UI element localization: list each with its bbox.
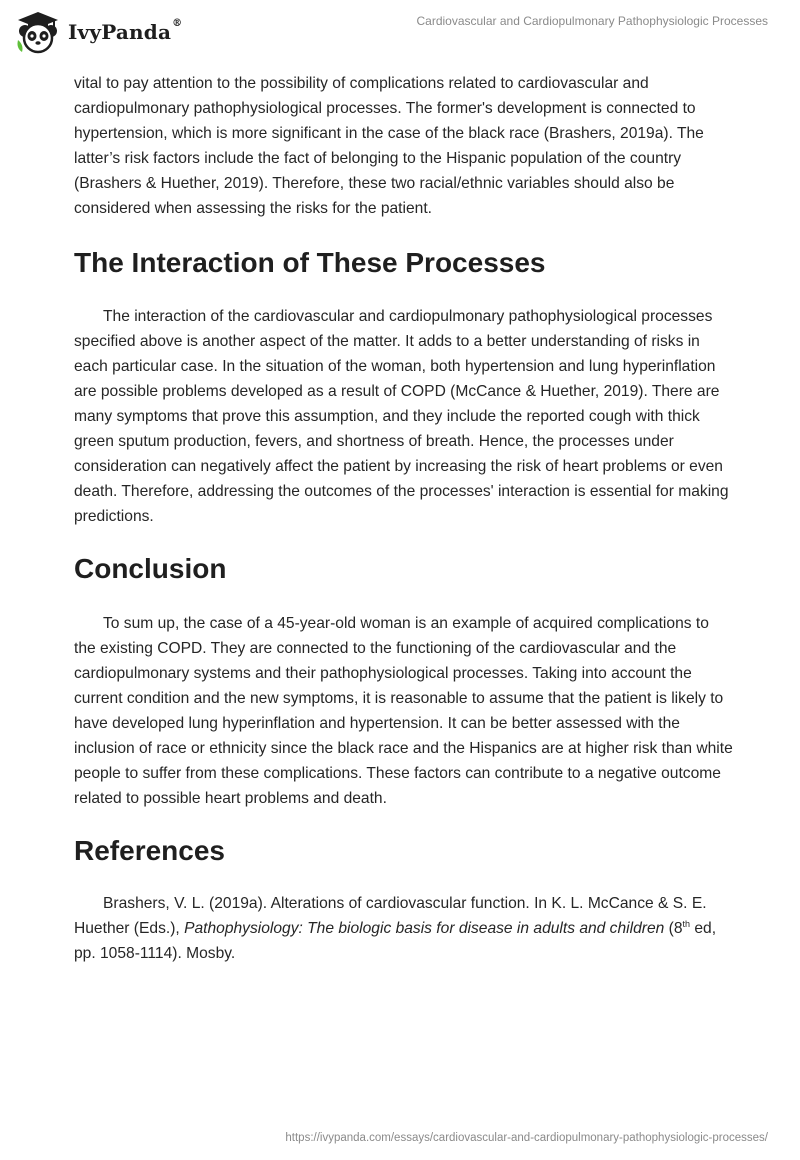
reference-entry: Brashers, V. L. (2019a). Alterations of cardiovascular function. In K. L. McCance & S. E. Huether (Eds.), Pathophysiology: The biologic basis for disease in adults and children (8th ed, pp. 1058-1114). Mosby. bbox=[74, 895, 717, 962]
essay-body bbox=[74, 71, 734, 966]
reference-book-title: Pathophysiology: The biologic basis for disease in adults and children bbox=[184, 920, 665, 937]
intro-paragraph: vital to pay attention to the possibility of complications related to cardiovascular and cardiopulmonary pathophysiological processes. The former's development is connected to hypertension, which is more significant in the case of the black race (Brashers, 2019a). The latter’s risk factors include the fact of belonging to the Hispanic population of the country (Brashers & Huether, 2019). Therefore, these two racial/ethnic variables should also be considered when assessing the risks for the patient. bbox=[74, 75, 704, 217]
source-url[interactable]: https://ivypanda.com/essays/cardiovascular-and-cardiopulmonary-pathophysiologic-processes/ bbox=[285, 1132, 768, 1144]
interaction-paragraph: The interaction of the cardiovascular and cardiopulmonary pathophysiological processes specified above is another aspect of the matter. It adds to a better understanding of risks in each particular case. In the situation of the woman, both hypertension and lung hyperinflation are possible problems developed as a result of COPD (McCance & Huether, 2019). There are many symptoms that prove this assumption, and they include the reported cough with thick green sputum production, fevers, and shortness of breath. Hence, the processes under consideration can negatively affect the patient by increasing the risk of heart problems or even death. Therefore, addressing the outcomes of the processes' interaction is essential for making predictions. bbox=[74, 308, 729, 525]
document-title: Cardiovascular and Cardiopulmonary Pathophysiologic Processes bbox=[416, 14, 768, 28]
section-heading-references: References bbox=[74, 835, 225, 866]
panda-logo-icon bbox=[14, 10, 62, 54]
section-heading-interaction: The Interaction of These Processes bbox=[74, 247, 546, 278]
page-header bbox=[0, 0, 800, 64]
brand-logo[interactable] bbox=[14, 10, 182, 54]
conclusion-paragraph: To sum up, the case of a 45-year-old woman is an example of acquired complications to the existing COPD. They are connected to the functioning of the cardiovascular and the cardiopulmonary systems and their pathophysiological processes. Taking into account the current condition and the new symptoms, it is reasonable to assume that the patient is likely to have developed lung hyperinflation and hypertension. It can be better assessed with the inclusion of race or ethnicity since the black race and the Hispanics are at higher risk than white people to suffer from these complications. These factors can contribute to a negative outcome related to possible heart problems and death. bbox=[74, 615, 733, 807]
brand-name: IvyPanda® bbox=[68, 18, 183, 44]
section-heading-conclusion: Conclusion bbox=[74, 553, 227, 584]
